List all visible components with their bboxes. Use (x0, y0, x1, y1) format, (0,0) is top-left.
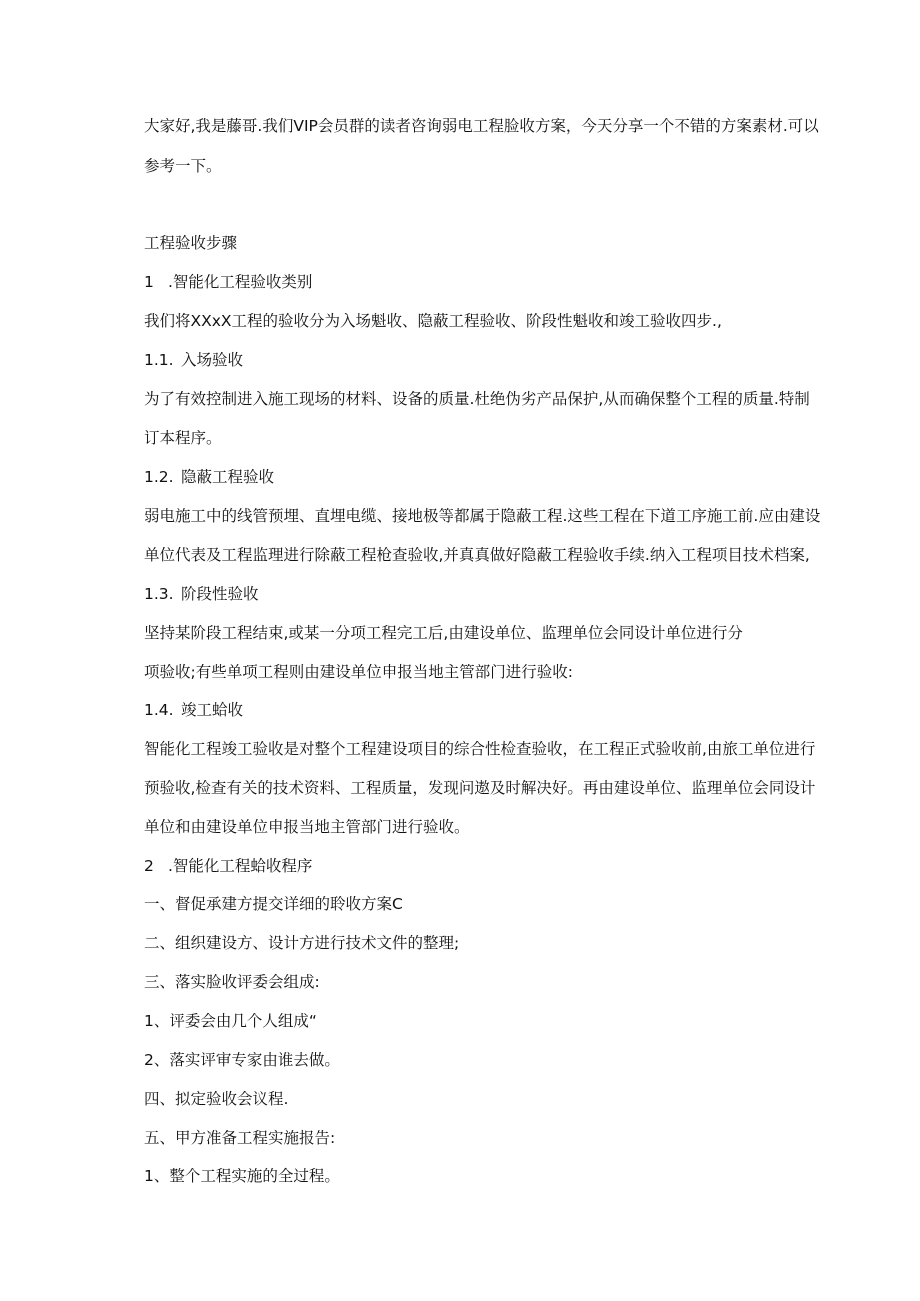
section-1-title: .智能化工程验收类别 (168, 273, 313, 291)
subsection-1-1-number: 1.1. (144, 351, 174, 369)
subsection-1-4-title: 竣工蛤收 (181, 701, 244, 719)
section-2-number: 2 (144, 857, 154, 875)
subsection-1-1-body-line-2: 订本程序。 (144, 429, 222, 447)
procedure-step-2: 二、组织建设方、设计方进行技术文件的整理; (144, 934, 460, 952)
procedure-step-1: 一、督促承建方提交详细的聆收方案C (144, 895, 403, 913)
subsection-1-3-number: 1.3. (144, 585, 174, 603)
procedure-step-5-sub-1: 1、整个工程实施的全过程。 (144, 1167, 340, 1185)
subsection-1-3-heading (144, 584, 259, 604)
procedure-step-4: 四、拟定验收会议程. (144, 1090, 289, 1108)
subsection-1-2-body-line-2: 单位代表及工程监理进行除蔽工程枪查验收,并真真做好隐蔽工程验收手续.纳入工程项目技术档案, (144, 546, 810, 564)
subsection-1-3-title: 阶段性验收 (181, 585, 259, 603)
section-1-heading (144, 272, 312, 292)
subsection-1-1-title: 入场验收 (181, 351, 244, 369)
subsection-1-4-body-line-1: 智能化工程竣工验收是对整个工程建设项目的综合性检查验收，在工程正式验收前,由旅工单位进行 (144, 740, 816, 758)
subsection-1-3-body-line-2: 项验收;有些单项工程则由建设单位申报当地主管部门进行验收: (144, 663, 573, 681)
procedure-step-3: 三、落实脸收评委会组成: (144, 973, 320, 991)
section-2-heading (144, 856, 312, 876)
section-2-title: .智能化工程蛤收程序 (168, 857, 313, 875)
intro-line-2: 参考一下。 (144, 157, 222, 175)
subsection-1-4-body-line-3: 单位和由建设单位申报当地主管部门进行验收。 (144, 818, 470, 836)
procedure-step-5: 五、甲方准备工程实施报告: (144, 1129, 336, 1147)
intro-line-1: 大家好,我是藤哥.我们VIP会员群的读者咨询弱电工程脸收方案，今天分享一个不错的方案素材.可以 (144, 117, 819, 135)
subsection-1-4-number: 1.4. (144, 701, 174, 719)
subsection-1-2-number: 1.2. (144, 468, 174, 486)
section-1-intro: 我们将XXxX工程的验收分为入场魁收、隐蔽工程验收、阶段性魁收和竣工验收四步., (144, 312, 722, 330)
subsection-1-4-heading (144, 700, 243, 720)
section-heading: 工程验收步骤 (144, 234, 238, 252)
procedure-step-3-sub-1: 1、评委会由几个人组成“ (144, 1012, 317, 1030)
subsection-1-1-body-line-1: 为了有效控制进入施工现场的材料、设备的质量.杜绝伪劣产品保护,从而确保整个工程的质量.特制 (144, 390, 810, 408)
subsection-1-1-heading (144, 350, 243, 370)
procedure-step-3-sub-2: 2、落实评审专家由谁去做。 (144, 1051, 340, 1069)
subsection-1-3-body-line-1: 坚持某阶段工程结束,或某一分项工程完工后,由建设单位、监理单位会同设计单位进行分 (144, 624, 743, 642)
subsection-1-2-title: 隐蔽工程验收 (181, 468, 275, 486)
subsection-1-2-body-line-1: 弱电施工中的线管预埋、直埋电缆、接地极等都属于隐蔽工程.这些工程在下道工序施工前.应由建设 (144, 507, 821, 525)
section-1-number: 1 (144, 273, 154, 291)
subsection-1-2-heading (144, 467, 274, 487)
subsection-1-4-body-line-2: 预验收,检查有关的技术资料、工程质量，发现问遨及时解决好。再由建设单位、监理单位会同设计 (144, 779, 816, 797)
